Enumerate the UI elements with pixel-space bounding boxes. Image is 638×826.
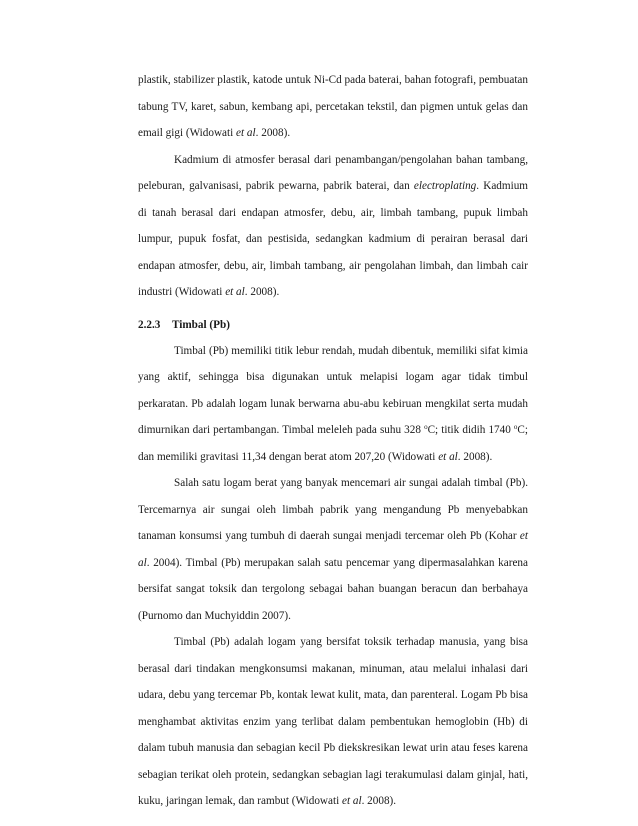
text-run: . 2008). <box>255 127 291 139</box>
section-heading <box>138 312 528 338</box>
italic-text: et al <box>341 795 362 807</box>
italic-text: et al <box>236 127 256 139</box>
section-number: 2.2.3 <box>138 318 161 331</box>
body-text-before-section <box>138 67 528 306</box>
text-run: C; titik didih 1740 <box>427 424 514 436</box>
text-run: Salah satu logam berat yang banyak mencemari air sungai adalah timbal (Pb). Tercemarnya air sungai oleh limbah pabrik yang mengandung Pb menyebabkan tanaman konsumsi yang tumbuh di daerah sungai menjadi tercemar oleh Pb (Kohar <box>138 477 528 542</box>
paragraph-p2 <box>138 147 528 306</box>
paragraph-p5 <box>138 629 528 815</box>
italic-text: et al <box>438 450 458 463</box>
italic-text: et al <box>225 286 245 298</box>
text-run: plastik, stabilizer plastik, katode untuk Ni-Cd pada baterai, bahan fotografi, pembuatan tabung TV, karet, sabun, kembang api, percetakan tekstil, dan pigmen untuk gelas dan email gigi (Widowati <box>138 74 528 139</box>
italic-text: electroplating <box>413 180 477 192</box>
section-title: Timbal (Pb) <box>172 318 230 331</box>
paragraph-p4 <box>138 470 528 629</box>
text-run: . 2008). <box>361 795 397 807</box>
body-text-section <box>138 338 528 815</box>
text-run: Timbal (Pb) memiliki titik lebur rendah, mudah dibentuk, memiliki sifat kimia yang aktif, sehingga bisa digunakan untuk melapisi logam agar tidak timbul perkaratan. Pb adalah logam lunak berwarna abu-abu kebiruan mengkilat serta mudah dimurnikan dari pertambangan. Timbal meleleh pada suhu 328 <box>138 344 528 436</box>
italic-text: et al <box>138 530 528 569</box>
text-run: Kadmium di atmosfer berasal dari penambangan/pengolahan bahan tambang, peleburan, galvanisasi, pabrik pewarna, pabrik baterai, dan <box>138 153 528 192</box>
text-run: . 2004). Timbal (Pb) merupakan salah satu pencemar yang dipermasalahkan karena bersifat sangat toksik dan tergolong sebagai bahan buangan beracun dan berbahaya (Purnomo dan Muchyiddin 2007). <box>138 556 528 622</box>
text-run: . Kadmium di tanah berasal dari endapan atmosfer, debu, air, limbah tambang, pupuk limbah lumpur, pupuk fosfat, dan pestisida, sedangkan kadmium di perairan berasal dari endapan atmosfer, debu, air, limbah tambang, air pengolahan limbah, dan limbah cair industri (Widowati <box>138 180 529 298</box>
text-run: C; dan memiliki gravitasi 11,34 dengan berat atom 207,20 (Widowati <box>138 424 528 463</box>
paragraph-p1 <box>138 67 528 147</box>
paragraph-p3 <box>138 338 528 471</box>
text-run: . 2008). <box>457 450 493 463</box>
text-run: . 2008). <box>244 286 280 298</box>
text-run: Timbal (Pb) adalah logam yang bersifat toksik terhadap manusia, yang bisa berasal dari tindakan mengkonsumsi makanan, minuman, atau melalui inhalasi dari udara, debu yang tercemar Pb, kontak lewat kulit, mata, dan parenteral. Logam Pb bisa menghambat aktivitas enzim yang terlibat dalam pembentukan hemoglobin (Hb) di dalam tubuh manusia dan sebagian kecil Pb diekskresikan lewat urin atau feses karena sebagian terikat oleh protein, sedangkan sebagian lagi terakumulasi dalam ginjal, hati, kuku, jaringan lemak, dan rambut (Widowati <box>138 636 528 807</box>
degree-mark: o <box>424 423 428 431</box>
degree-mark: o <box>513 423 518 431</box>
